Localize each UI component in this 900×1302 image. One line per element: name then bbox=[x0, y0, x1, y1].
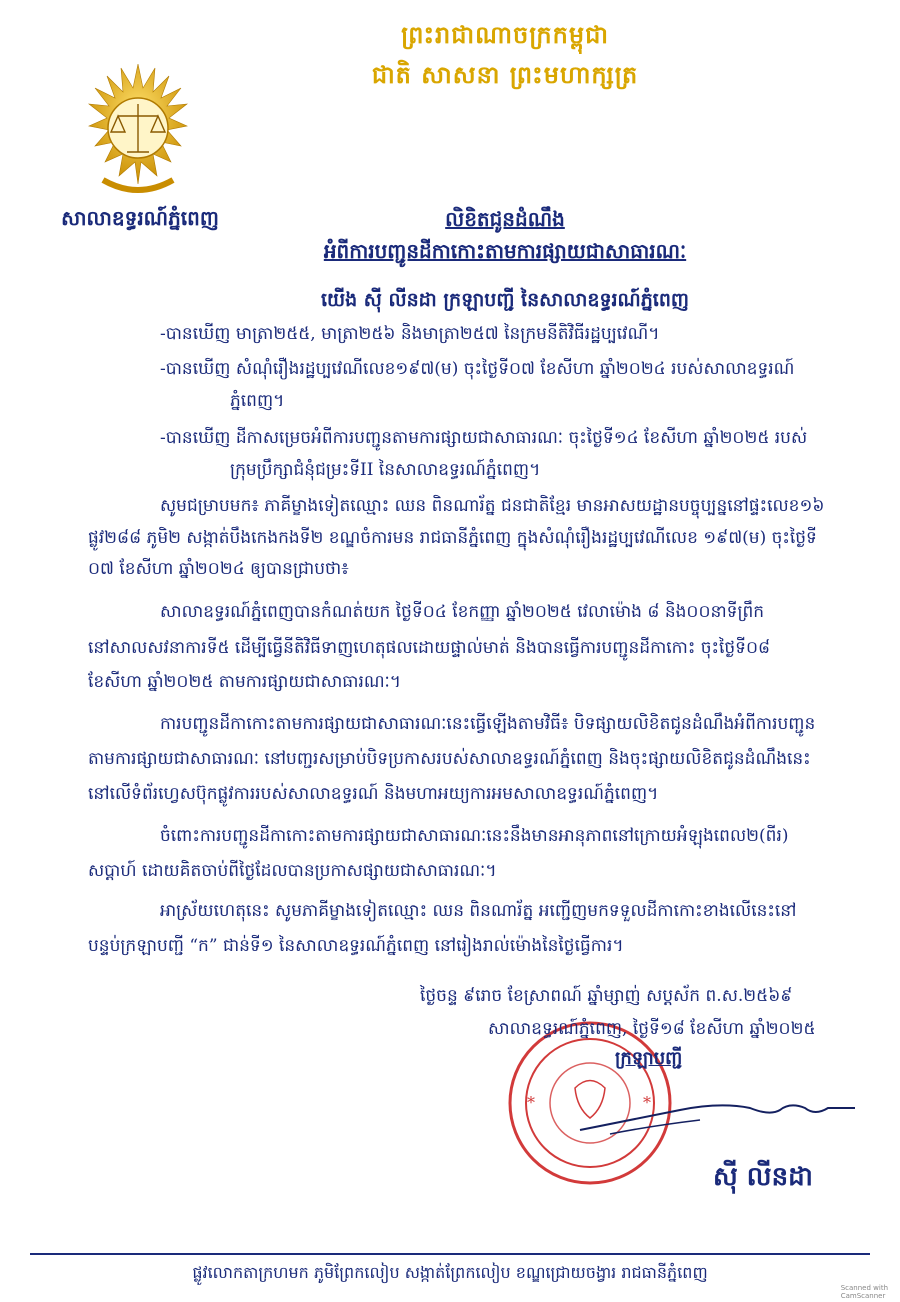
handwritten-signature bbox=[570, 1090, 870, 1140]
body-para-3-line-1: ការបញ្ជូនដីកាកោះតាមការផ្សាយជាសាធារណៈនេះធ្វើឡើងតាមវិធី៖ បិទផ្សាយលិខិតជូនដំណឹងអំពីការបញ្ជូន bbox=[160, 714, 816, 734]
issuer-line: យើង ស៊ី លីនដា ក្រឡាបញ្ជី នៃសាលាឧទ្ធរណ៍ភ្នំពេញ bbox=[321, 289, 689, 311]
document-subtitle: អំពីការបញ្ជូនដីកាកោះតាមការផ្សាយជាសាធារណៈ bbox=[323, 239, 687, 263]
body-para-2-line-2: នៅសាលសវនាការទី៥ ដើម្បីធ្វើនីតិវិធីទាញហេតុផលដោយផ្ទាល់មាត់ និងបានធ្វើការបញ្ជូនដីកាកោះ ចុះថ្ងៃទី០៨ bbox=[88, 638, 771, 658]
body-para-1-line-2: ផ្លូវ២៨៨ ភូមិ២ សង្កាត់បឹងកេងកងទី២ ខណ្ឌចំការមន រាជធានីភ្នំពេញ ក្នុងសំណុំរឿងរដ្ឋប្បវេណីលេខ ១៩៧(ម) ចុះថ្ងៃទី bbox=[88, 528, 817, 548]
body-para-4-line-1: ចំពោះការបញ្ជូនដីកាកោះតាមការផ្សាយជាសាធារណៈនេះនឹងមានអានុភាពនៅក្រោយអំឡុងពេល២(ពីរ) bbox=[160, 826, 789, 846]
scanner-watermark bbox=[841, 1284, 888, 1300]
footer-address: ផ្លូវលោកតាក្រហមក ភូមិព្រែកលៀប សង្កាត់ព្រែកលៀប ខណ្ឌជ្រោយចង្វារ រាជធានីភ្នំពេញ bbox=[192, 1263, 708, 1282]
body-para-4-line-2: សប្តាហ៍ ដោយគិតចាប់ពីថ្ងៃដែលបានប្រកាសផ្សាយជាសាធារណៈ។ bbox=[88, 861, 497, 881]
court-name: សាលាឧទ្ធរណ៍ភ្នំពេញ bbox=[61, 206, 219, 230]
seen-clause-2-cont: ភ្នំពេញ។ bbox=[230, 391, 285, 411]
signatory-role: ក្រឡាបញ្ជី bbox=[615, 1048, 683, 1069]
body-para-1-line-3: ០៧ ខែសីហា ឆ្នាំ២០២៤ ឲ្យបានជ្រាបថា៖ bbox=[88, 559, 349, 579]
body-para-5-line-1: អាស្រ័យហេតុនេះ សូមភាគីម្ខាងទៀតឈ្មោះ ឈន ពិនណារ័ត្ន អញ្ជើញមកទទួលដីកាកោះខាងលើនេះនៅ bbox=[160, 901, 797, 921]
body-para-2-line-3: ខែសីហា ឆ្នាំ២០២៥ តាមការផ្សាយជាសាធារណៈ។ bbox=[88, 672, 401, 692]
seen-clause-3-cont: ក្រុមប្រឹក្សាជំនុំជម្រះទីII នៃសាលាឧទ្ធរណ៍ភ្នំពេញ។ bbox=[230, 460, 541, 480]
issue-place-date: សាលាឧទ្ធរណ៍ភ្នំពេញ, ថ្ងៃទី១៨ ខែសីហា ឆ្នាំ២០២៥ bbox=[488, 1019, 816, 1039]
lunar-date: ថ្ងៃចន្ទ ៩រោច ខែស្រាពណ៍ ឆ្នាំម្សាញ់ សប្តស័ក ព.ស.២៥៦៩ bbox=[420, 986, 793, 1006]
seen-clause-1: -បានឃើញ មាត្រា២៥៥, មាត្រា២៥៦ និងមាត្រា២៥៧ នៃក្រមនីតិវិធីរដ្ឋប្បវេណី។ bbox=[160, 324, 660, 344]
court-emblem-logo bbox=[83, 60, 193, 205]
body-para-1-line-1: សូមជម្រាបមក៖ ភាគីម្ខាងទៀតឈ្មោះ ឈន ពិនណារ័ត្ន ជនជាតិខ្មែរ មានអាសយដ្ឋានបច្ចុប្បន្ននៅផ្ទះលេខ១៦ bbox=[160, 496, 825, 516]
signatory-name: ស៊ី លីនដា bbox=[713, 1162, 813, 1192]
svg-text:*: * bbox=[643, 1093, 651, 1112]
footer-divider bbox=[30, 1253, 870, 1255]
national-motto: ជាតិ សាសនា ព្រះមហាក្សត្រ bbox=[371, 60, 639, 89]
kingdom-heading: ព្រះរាជាណាចក្រកម្ពុជា bbox=[401, 20, 609, 49]
body-para-5-line-2: បន្ទប់ក្រឡាបញ្ជី “ក” ជាន់ទី១ នៃសាលាឧទ្ធរណ៍ភ្នំពេញ នៅរៀងរាល់ម៉ោងនៃថ្ងៃធ្វើការ។ bbox=[88, 936, 624, 956]
seen-clause-2: -បានឃើញ សំណុំរឿងរដ្ឋប្បវេណីលេខ១៩៧(ម) ចុះថ្ងៃទី០៧ ខែសីហា ឆ្នាំ២០២៤ របស់សាលាឧទ្ធរណ៍ bbox=[160, 359, 795, 379]
seen-clause-3: -បានឃើញ ដីកាសម្រេចអំពីការបញ្ជូនតាមការផ្សាយជាសាធារណៈ ចុះថ្ងៃទី១៤ ខែសីហា ឆ្នាំ២០២៥ របស់ bbox=[160, 428, 808, 448]
body-para-3-line-3: នៅលើទំព័រហ្វេសប៊ុកផ្លូវការរបស់សាលាឧទ្ធរណ៍ និងមហាអយ្យការអមសាលាឧទ្ធរណ៍ភ្នំពេញ។ bbox=[88, 784, 659, 804]
scanner-watermark-line-1: Scanned with bbox=[840, 1284, 888, 1292]
scanner-watermark-line-2: CamScanner bbox=[840, 1292, 886, 1300]
svg-text:*: * bbox=[527, 1093, 535, 1112]
document-title: លិខិតជូនដំណឹង bbox=[445, 207, 565, 231]
body-para-2-line-1: សាលាឧទ្ធរណ៍ភ្នំពេញបានកំណត់យក ថ្ងៃទី០៤ ខែកញ្ញា ឆ្នាំ២០២៥ វេលាម៉ោង ៨ និង០០នាទីព្រឹក bbox=[160, 602, 765, 622]
body-para-3-line-2: តាមការផ្សាយជាសាធារណៈ នៅបញ្ជរសម្រាប់បិទប្រកាសរបស់សាលាឧទ្ធរណ៍ភ្នំពេញ និងចុះផ្សាយលិខិតជូនដំណឹងនេះ bbox=[88, 749, 811, 769]
